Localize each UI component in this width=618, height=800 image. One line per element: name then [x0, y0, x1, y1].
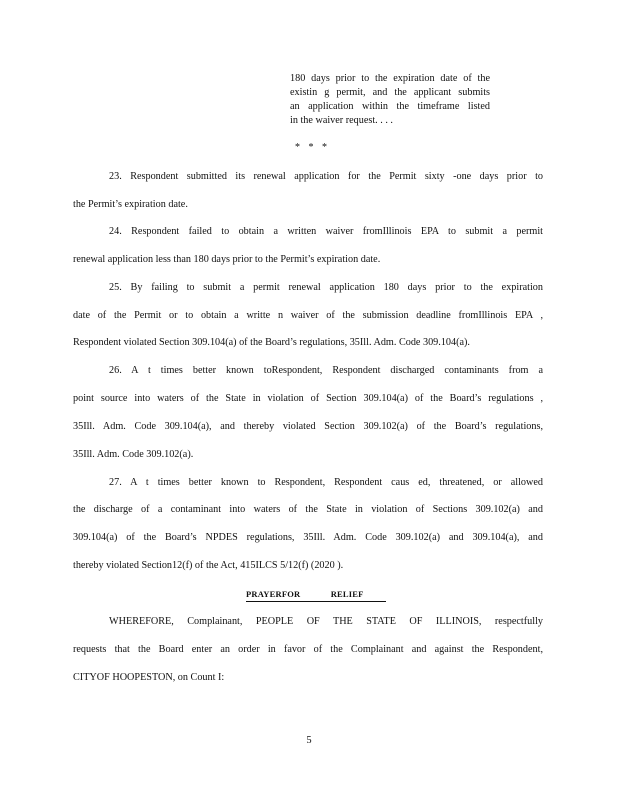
- paragraph-26-line: 35Ill. Adm. Code 309.104(a), and thereby violated Section 309.102(a) of the Board’s regulations,: [73, 421, 543, 432]
- paragraph-24-line: 24. Respondent failed to obtain a written waiver fromIllinois EPA to submit a permit: [109, 226, 543, 237]
- section-heading: PRAYERFOR RELIEF: [246, 588, 386, 602]
- paragraph-27-line: 27. A t times better known to Respondent, Respondent caus ed, threatened, or allowed: [109, 477, 543, 488]
- paragraph-26-line: point source into waters of the State in violation of Section 309.104(a) of the Board’s regulations ,: [73, 393, 543, 404]
- section-separator: * * *: [295, 142, 330, 153]
- quote-line: existin g permit, and the applicant submits: [290, 87, 490, 98]
- paragraph-25-line: 25. By failing to submit a permit renewal application 180 days prior to the expiration: [109, 282, 543, 293]
- quote-line: in the waiver request. . . .: [290, 115, 393, 126]
- prayer-line: requests that the Board enter an order in favor of the Complainant and against the Respondent,: [73, 644, 543, 655]
- quote-line: 180 days prior to the expiration date of the: [290, 73, 490, 84]
- prayer-line: WHEREFORE, Complainant, PEOPLE OF THE STATE OF ILLINOIS, respectfully: [109, 616, 543, 627]
- page-number: 5: [306, 735, 312, 746]
- paragraph-24-line: renewal application less than 180 days prior to the Permit’s expiration date.: [73, 254, 381, 265]
- paragraph-23-line: the Permit’s expiration date.: [73, 199, 188, 210]
- paragraph-25-line: date of the Permit or to obtain a writte n waiver of the submission deadline fromIllinois EPA ,: [73, 310, 543, 321]
- paragraph-27-line: 309.104(a) of the Board’s NPDES regulations, 35Ill. Adm. Code 309.102(a) and 309.104(a), and: [73, 532, 543, 543]
- quote-line: an application within the timeframe listed: [290, 101, 490, 112]
- paragraph-26-line: 35Ill. Adm. Code 309.102(a).: [73, 449, 194, 460]
- prayer-line: CITYOF HOOPESTON, on Count I:: [73, 672, 225, 683]
- paragraph-26-line: 26. A t times better known toRespondent, Respondent discharged contaminants from a: [109, 365, 543, 376]
- paragraph-27-line: the discharge of a contaminant into waters of the State in violation of Sections 309.102(a) and: [73, 504, 543, 515]
- paragraph-27-line: thereby violated Section12(f) of the Act, 415ILCS 5/12(f) (2020 ).: [73, 560, 344, 571]
- paragraph-25-line: Respondent violated Section 309.104(a) of the Board’s regulations, 35Ill. Adm. Code 309.104(a).: [73, 337, 470, 348]
- paragraph-23-line: 23. Respondent submitted its renewal application for the Permit sixty -one days prior to: [109, 171, 543, 182]
